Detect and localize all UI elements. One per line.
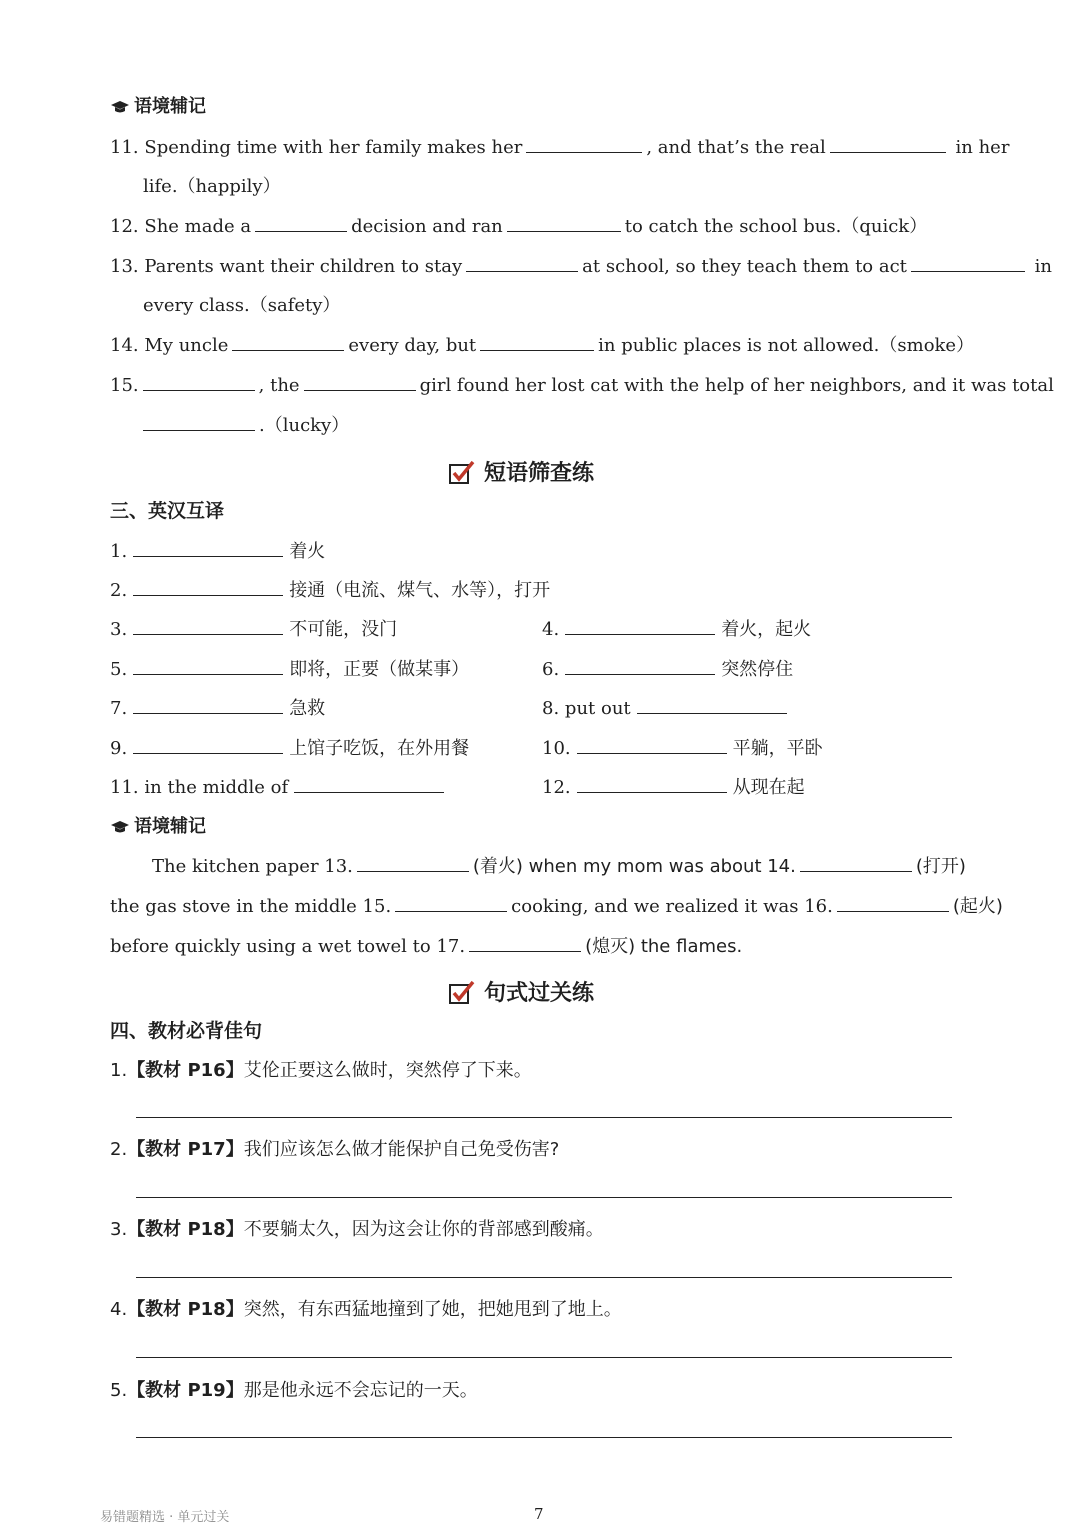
answer-blank[interactable] [565, 614, 715, 635]
answer-blank[interactable] [911, 251, 1025, 272]
passage-line-2: the gas stove in the middle 15. cooking, and we realized it was 16. (起火) [110, 891, 1003, 918]
question-12: 12. She made a decision and ran to catch the school bus.（quick） [110, 211, 927, 238]
answer-blank[interactable] [837, 891, 949, 912]
section-title-phrase: 短语筛查练 [448, 456, 594, 487]
answer-blank[interactable] [800, 851, 912, 872]
answer-blank[interactable] [577, 733, 727, 754]
answer-blank[interactable] [507, 211, 621, 232]
answer-blank[interactable] [830, 132, 946, 153]
question-13: 13. Parents want their children to stay at school, so they teach them to act in [110, 251, 1052, 277]
answer-blank[interactable] [565, 654, 715, 675]
phrase-item-5: 5. 即将，正要（做某事） [110, 654, 469, 681]
graduation-cap-icon [110, 100, 130, 114]
sentence-item-1: 1.【教材 P16】艾伦正要这么做时，突然停了下来。 [110, 1060, 532, 1081]
passage-line-1: The kitchen paper 13. (着火) when my mom was about 14. (打开) [152, 851, 966, 878]
answer-blank[interactable] [304, 370, 416, 391]
sentence-item-5: 5.【教材 P19】那是他永远不会忘记的一天。 [110, 1380, 478, 1401]
answer-blank[interactable] [395, 891, 507, 912]
answer-blank[interactable] [469, 931, 581, 952]
answer-blank[interactable] [232, 330, 344, 351]
answer-line[interactable] [136, 1277, 952, 1278]
answer-line[interactable] [136, 1197, 952, 1198]
answer-blank[interactable] [577, 772, 727, 793]
question-11-cont: life.（happily） [143, 176, 281, 197]
answer-blank[interactable] [143, 410, 255, 431]
answer-blank[interactable] [133, 654, 283, 675]
part3-heading: 三、英汉互译 [110, 500, 225, 522]
phrase-item-11: 11. in the middle of [110, 772, 448, 798]
answer-blank[interactable] [133, 575, 283, 596]
answer-blank[interactable] [255, 211, 347, 232]
page-number: 7 [534, 1505, 544, 1523]
answer-blank[interactable] [133, 733, 283, 754]
answer-blank[interactable] [133, 614, 283, 635]
answer-blank[interactable] [133, 693, 283, 714]
question-15: 15. , the girl found her lost cat with the help of her neighbors, and it was total [110, 370, 1054, 396]
phrase-item-12: 12. 从现在起 [542, 772, 805, 799]
part4-heading: 四、教材必背佳句 [110, 1020, 263, 1042]
phrase-item-9: 9. 上馆子吃饭，在外用餐 [110, 733, 469, 760]
question-14: 14. My uncle every day, but in public places is not allowed.（smoke） [110, 330, 974, 357]
phrase-item-4: 4. 着火，起火 [542, 614, 811, 641]
context-label: 语境辅记 [110, 92, 206, 118]
answer-line[interactable] [136, 1117, 952, 1118]
phrase-item-10: 10. 平躺，平卧 [542, 733, 823, 760]
answer-blank[interactable] [294, 772, 444, 793]
answer-blank[interactable] [357, 851, 469, 872]
phrase-item-3: 3. 不可能，没门 [110, 614, 397, 641]
answer-blank[interactable] [637, 693, 787, 714]
sentence-item-4: 4.【教材 P18】突然，有东西猛地撞到了她，把她甩到了地上。 [110, 1299, 622, 1320]
answer-blank[interactable] [480, 330, 594, 351]
answer-blank[interactable] [526, 132, 642, 153]
answer-line[interactable] [136, 1437, 952, 1438]
question-11: 11. Spending time with her family makes her , and that’s the real in her [110, 132, 1009, 158]
footer-text: 易错题精选 · 单元过关 [100, 1510, 230, 1525]
passage-line-3: before quickly using a wet towel to 17. (熄灭) the flames. [110, 931, 742, 958]
answer-blank[interactable] [466, 251, 578, 272]
phrase-item-6: 6. 突然停住 [542, 654, 793, 681]
question-13-cont: every class.（safety） [143, 295, 341, 316]
answer-line[interactable] [136, 1357, 952, 1358]
phrase-item-1: 1. 着火 [110, 536, 325, 563]
phrase-item-7: 7. 急救 [110, 693, 325, 720]
phrase-item-2: 2. 接通（电流、煤气、水等），打开 [110, 575, 550, 602]
graduation-cap-icon [110, 820, 130, 834]
phrase-item-8: 8. put out [542, 693, 791, 719]
answer-blank[interactable] [143, 370, 255, 391]
sentence-item-2: 2.【教材 P17】我们应该怎么做才能保护自己免受伤害? [110, 1139, 560, 1160]
sentence-item-3: 3.【教材 P18】不要躺太久，因为这会让你的背部感到酸痛。 [110, 1219, 604, 1240]
context-label: 语境辅记 [110, 812, 206, 838]
section-title-sentence: 句式过关练 [448, 976, 594, 1007]
checkbox-icon [448, 459, 476, 485]
answer-blank[interactable] [133, 536, 283, 557]
checkbox-icon [448, 979, 476, 1005]
question-15-cont: .（lucky） [143, 410, 349, 437]
